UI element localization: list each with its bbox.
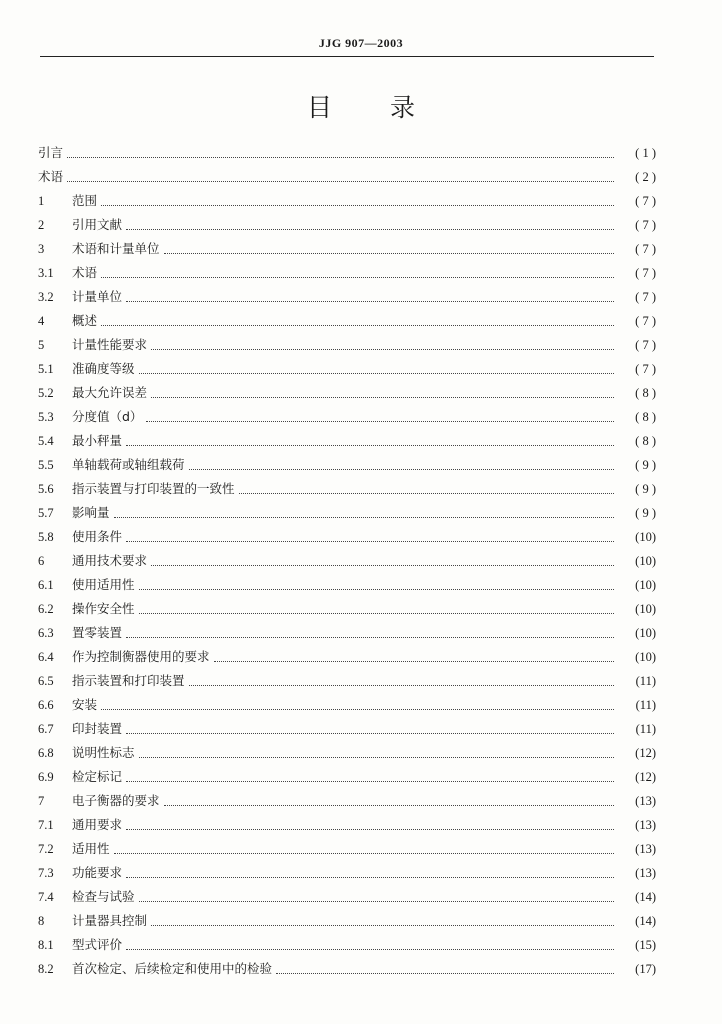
dot-leader [101,277,614,278]
toc-entry [38,789,656,813]
toc-entry [38,621,656,645]
dot-leader [139,901,614,902]
toc-entry-number: 6.5 [38,674,54,688]
toc-entry-page: (11) [635,674,656,688]
toc-entry-number: 6.4 [38,650,54,664]
toc-entry-title: 通用技术要求 [72,553,148,568]
toc-entry-page: ( 7 ) [635,242,656,256]
toc-entry-title: 功能要求 [72,865,123,880]
toc-entry-number: 6 [38,554,45,568]
toc-entry-title: 概述 [72,313,98,328]
toc-entry [38,261,656,285]
toc-entry-page: ( 7 ) [635,290,656,304]
dot-leader [101,709,614,710]
toc-entry [38,381,656,405]
toc-entry-page: ( 1 ) [635,146,656,160]
toc-entry [38,717,656,741]
toc-entry [38,501,656,525]
toc-entry-number: 8.1 [38,938,54,952]
dot-leader [189,469,614,470]
dot-leader [151,349,614,350]
toc-entry-number: 6.9 [38,770,54,784]
toc-entry-page: (14) [635,890,656,904]
toc-entry [38,741,656,765]
toc-entry [38,333,656,357]
toc-entry-number: 5.4 [38,434,54,448]
toc-entry [38,189,656,213]
toc-entry-page: ( 2 ) [635,170,656,184]
toc-entry-page: (13) [635,842,656,856]
toc-entry-page: (12) [635,770,656,784]
toc-entry-number: 7.2 [38,842,54,856]
toc-entry [38,573,656,597]
dot-leader [139,589,614,590]
dot-leader [126,733,614,734]
toc-entry-title: 电子衡器的要求 [72,793,160,808]
toc-entry [38,165,656,189]
toc-entry-title: 引用文献 [72,217,123,232]
toc-entry-title: 计量性能要求 [72,337,148,352]
toc-entry-title: 印封装置 [72,721,123,736]
toc-entry-title: 型式评价 [72,937,123,952]
dot-leader [151,925,614,926]
dot-leader [126,229,614,230]
toc-entry [38,141,656,165]
toc-entry-number: 6.3 [38,626,54,640]
toc-entry-page: (10) [635,578,656,592]
dot-leader [126,445,614,446]
toc-entry-page: (17) [635,962,656,976]
toc-entry-title: 指示装置和打印装置 [72,673,185,688]
toc-entry [38,645,656,669]
toc-entry-title: 指示装置与打印装置的一致性 [72,481,235,496]
toc-entry-page: (12) [635,746,656,760]
toc-entry-title: 最大允许误差 [72,385,148,400]
toc-entry-number: 5.3 [38,410,54,424]
toc-entry-page: (15) [635,938,656,952]
dot-leader [67,157,614,158]
toc-entry-number: 5.8 [38,530,54,544]
toc-entry-page: (10) [635,554,656,568]
dot-leader [139,373,614,374]
dot-leader [126,949,614,950]
toc-entry-page: ( 7 ) [635,338,656,352]
toc-entry-title: 范围 [72,193,98,208]
dot-leader [151,565,614,566]
toc-entry-number: 5.7 [38,506,54,520]
toc-entry-title: 引言 [38,145,64,160]
toc-entry-title: 通用要求 [72,817,123,832]
header-rule [40,56,654,57]
toc-entry-page: ( 8 ) [635,434,656,448]
toc-entry-number: 8.2 [38,962,54,976]
toc-entry [38,309,656,333]
toc-entry [38,597,656,621]
toc-entry-page: (10) [635,602,656,616]
toc-entry [38,837,656,861]
toc-entry-number: 7 [38,794,45,808]
toc-entry [38,813,656,837]
toc-entry-page: (10) [635,530,656,544]
toc-entry-number: 5.1 [38,362,54,376]
table-of-contents [38,141,656,981]
dot-leader [276,973,614,974]
toc-entry-number: 6.6 [38,698,54,712]
toc-entry [38,285,656,309]
toc-entry [38,477,656,501]
dot-leader [139,613,614,614]
toc-entry-title: 单轴载荷或轴组载荷 [72,457,185,472]
dot-leader [126,637,614,638]
toc-entry-page: ( 7 ) [635,218,656,232]
toc-entry [38,549,656,573]
toc-entry [38,453,656,477]
toc-entry-title: 检查与试验 [72,889,135,904]
toc-entry-title: 术语和计量单位 [72,241,160,256]
toc-entry-number: 4 [38,314,45,328]
toc-entry-number: 3.1 [38,266,54,280]
toc-entry-number: 6.2 [38,602,54,616]
toc-entry [38,429,656,453]
toc-entry-page: ( 8 ) [635,410,656,424]
toc-entry-page: ( 7 ) [635,266,656,280]
dot-leader [164,253,614,254]
dot-leader [151,397,614,398]
toc-entry-title: 说明性标志 [72,745,135,760]
toc-entry-page: ( 8 ) [635,386,656,400]
dot-leader [126,541,614,542]
toc-entry-title: 使用适用性 [72,577,135,592]
toc-entry-number: 1 [38,194,45,208]
toc-entry-number: 5 [38,338,45,352]
toc-entry-number: 6.8 [38,746,54,760]
toc-entry [38,861,656,885]
toc-entry-number: 3 [38,242,45,256]
toc-entry-number: 8 [38,914,45,928]
toc-entry [38,909,656,933]
toc-entry-number: 7.4 [38,890,54,904]
dot-leader [101,325,614,326]
dot-leader [239,493,614,494]
toc-entry-title: 检定标记 [72,769,123,784]
toc-entry [38,405,656,429]
toc-entry-page: (13) [635,866,656,880]
toc-entry-number: 5.5 [38,458,54,472]
dot-leader [126,877,614,878]
toc-entry [38,525,656,549]
toc-entry-page: (10) [635,650,656,664]
toc-entry-title: 分度值（d） [72,409,143,424]
toc-entry [38,237,656,261]
toc-entry-title: 安装 [72,697,98,712]
toc-entry-number: 7.3 [38,866,54,880]
toc-entry-page: ( 7 ) [635,362,656,376]
dot-leader [114,853,614,854]
toc-entry-page: ( 9 ) [635,458,656,472]
dot-leader [126,301,614,302]
toc-entry [38,357,656,381]
toc-entry-number: 2 [38,218,45,232]
toc-entry-title: 首次检定、后续检定和使用中的检验 [72,961,273,976]
toc-entry-title: 使用条件 [72,529,123,544]
dot-leader [189,685,614,686]
toc-entry-title: 最小秤量 [72,433,123,448]
dot-leader [101,205,614,206]
toc-entry-title: 术语 [72,265,98,280]
toc-entry [38,933,656,957]
toc-entry [38,765,656,789]
toc-entry-title: 操作安全性 [72,601,135,616]
toc-entry [38,885,656,909]
dot-leader [114,517,614,518]
toc-entry-title: 作为控制衡器使用的要求 [72,649,210,664]
toc-entry-page: (10) [635,626,656,640]
toc-entry [38,213,656,237]
toc-entry [38,957,656,981]
dot-leader [214,661,614,662]
dot-leader [67,181,614,182]
toc-entry-page: ( 9 ) [635,482,656,496]
toc-entry-title: 影响量 [72,505,110,520]
toc-entry-page: (13) [635,818,656,832]
toc-entry-page: ( 9 ) [635,506,656,520]
dot-leader [146,421,614,422]
dot-leader [126,829,614,830]
toc-entry-number: 5.2 [38,386,54,400]
toc-entry-title: 适用性 [72,841,110,856]
toc-entry-number: 7.1 [38,818,54,832]
dot-leader [139,757,614,758]
toc-entry-title: 准确度等级 [72,361,135,376]
toc-entry-title: 计量器具控制 [72,913,148,928]
dot-leader [126,781,614,782]
toc-entry-page: (11) [635,722,656,736]
toc-title: 目录 [306,93,473,122]
toc-entry-page: (11) [635,698,656,712]
toc-entry-page: ( 7 ) [635,314,656,328]
toc-entry-page: ( 7 ) [635,194,656,208]
toc-entry-number: 6.1 [38,578,54,592]
toc-entry-page: (14) [635,914,656,928]
toc-entry-title: 置零装置 [72,625,123,640]
page-header: JJG 907—2003 [318,36,404,50]
dot-leader [164,805,614,806]
toc-entry-number: 6.7 [38,722,54,736]
toc-entry-title: 术语 [38,169,64,184]
toc-entry-page: (13) [635,794,656,808]
toc-entry [38,693,656,717]
toc-entry-number: 5.6 [38,482,54,496]
toc-entry [38,669,656,693]
toc-entry-number: 3.2 [38,290,54,304]
toc-entry-title: 计量单位 [72,289,123,304]
